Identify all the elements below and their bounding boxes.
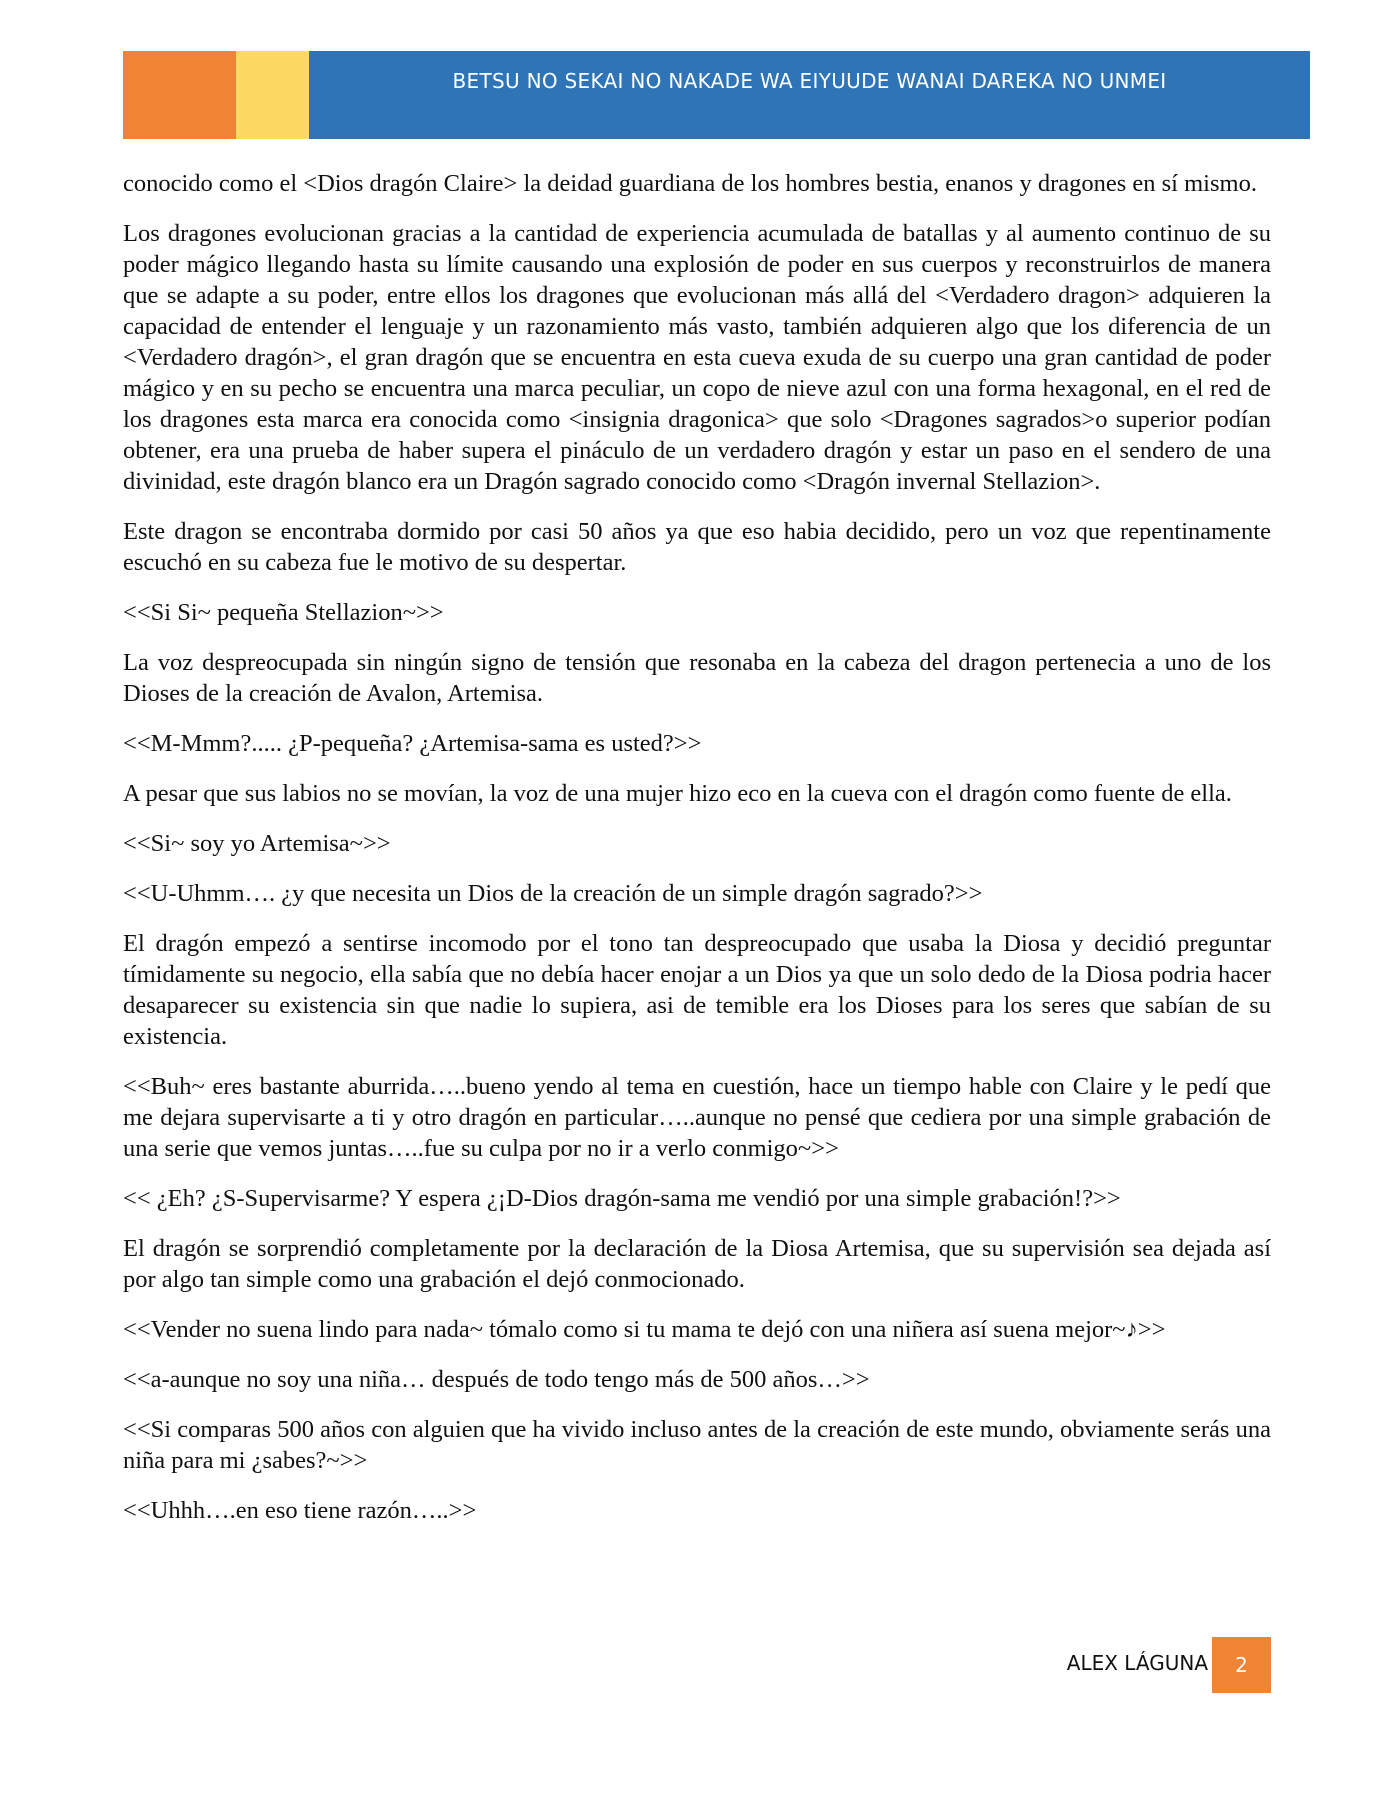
dialogue-line: <<Si comparas 500 años con alguien que ha vivido incluso antes de la creación de este mundo, obviamente serás una niña para mi ¿sabes?~>> [123,1416,1271,1474]
page-header [123,51,1310,139]
dialogue-line: <<U-Uhmm…. ¿y que necesita un Dios de la creación de un simple dragón sagrado?>> [123,880,983,907]
page-number: 2 [1212,1637,1271,1693]
header-yellow-block [236,51,309,139]
dialogue-line: <<Buh~ eres bastante aburrida…..bueno yendo al tema en cuestión, hace un tiempo hable con Claire y le pedí que me dejara supervisarte a ti y otro dragón en particular…..aunque no pensé que cediera por una simple grabación de una serie que vemos juntas…..fue su culpa por no ir a verlo conmigo~>> [123,1073,1271,1162]
dialogue-line: <<Vender no suena lindo para nada~ tómalo como si tu mama te dejó con una niñera así suena mejor~♪>> [123,1316,1166,1343]
dialogue-line: <<Uhhh….en eso tiene razón…..>> [123,1497,477,1524]
dialogue-line: <<M-Mmm?..... ¿P-pequeña? ¿Artemisa-sama es usted?>> [123,730,702,757]
document-body [123,168,1271,1545]
paragraph: conocido como el <Dios dragón Claire> la deidad guardiana de los hombres bestia, enanos y dragones en sí mismo. [123,170,1257,197]
paragraph: La voz despreocupada sin ningún signo de tensión que resonaba en la cabeza del dragon pertenecia a uno de los Dioses de la creación de Avalon, Artemisa. [123,649,1271,707]
page-footer [0,1637,1400,1693]
dialogue-line: <<Si Si~ pequeña Stellazion~>> [123,599,444,626]
paragraph: El dragón se sorprendió completamente por la declaración de la Diosa Artemisa, que su supervisión sea dejada así por algo tan simple como una grabación el dejó conmocionado. [123,1235,1271,1293]
paragraph: Este dragon se encontraba dormido por casi 50 años ya que eso habia decidido, pero un voz que repentinamente escuchó en su cabeza fue le motivo de su despertar. [123,518,1271,576]
dialogue-line: <<a-aunque no soy una niña… después de todo tengo más de 500 años…>> [123,1366,870,1393]
header-title: BETSU NO SEKAI NO NAKADE WA EIYUUDE WANAI DAREKA NO UNMEI [309,51,1310,139]
dialogue-line: <<Si~ soy yo Artemisa~>> [123,830,391,857]
author-name: ALEX LÁGUNA [1066,1651,1208,1675]
dialogue-line: << ¿Eh? ¿S-Supervisarme? Y espera ¿¡D-Dios dragón-sama me vendió por una simple grabación!?>> [123,1185,1121,1212]
paragraph: Los dragones evolucionan gracias a la cantidad de experiencia acumulada de batallas y al aumento continuo de su poder mágico llegando hasta su límite causando una explosión de poder en sus cuerpos y reconstruirlos de manera que se adapte a su poder, entre ellos los dragones que evolucionan más allá del <Verdadero dragon> adquieren la capacidad de entender el lenguaje y un razonamiento más vasto, también adquieren algo que los diferencia de un <Verdadero dragón>, el gran dragón que se encuentra en esta cueva exuda de su cuerpo una gran cantidad de poder mágico y en su pecho se encuentra una marca peculiar, un copo de nieve azul con una forma hexagonal, en el red de los dragones esta marca era conocida como <insignia dragonica> que solo <Dragones sagrados>o superior podían obtener, era una prueba de haber supera el pináculo de un verdadero dragón y estar un paso en el sendero de una divinidad, este dragón blanco era un Dragón sagrado conocido como <Dragón invernal Stellazion>. [123,220,1271,495]
header-orange-block [123,51,236,139]
paragraph: A pesar que sus labios no se movían, la voz de una mujer hizo eco en la cueva con el dragón como fuente de ella. [123,780,1232,807]
paragraph: El dragón empezó a sentirse incomodo por el tono tan despreocupado que usaba la Diosa y decidió preguntar tímidamente su negocio, ella sabía que no debía hacer enojar a un Dios ya que un solo dedo de la Diosa podria hacer desaparecer su existencia sin que nadie lo supiera, asi de temible era los Dioses para los seres que sabían de su existencia. [123,930,1271,1050]
